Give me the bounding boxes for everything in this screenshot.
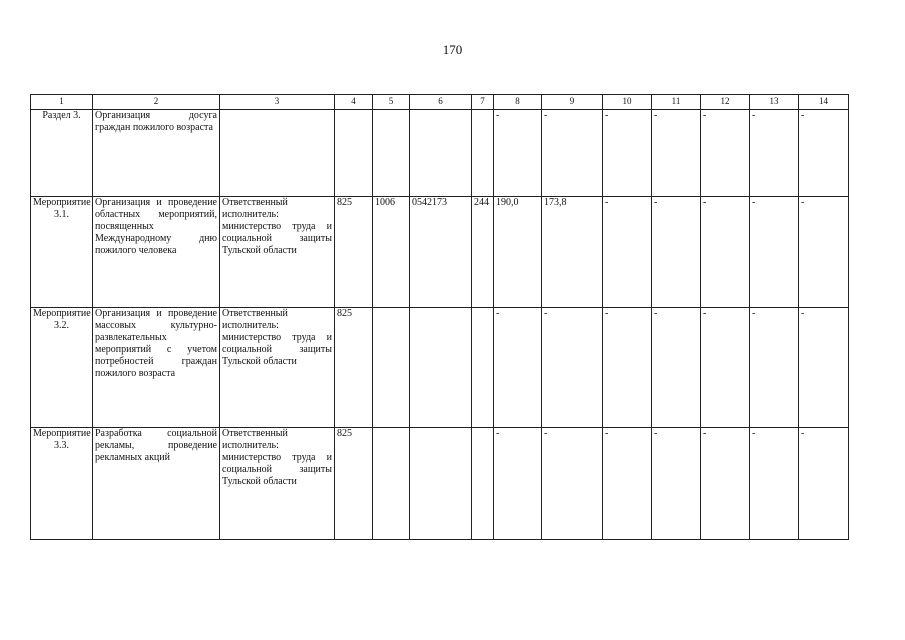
- ministry-code-cell: 825: [335, 428, 373, 540]
- value-cell: -: [701, 197, 750, 308]
- value-cell: -: [701, 110, 750, 197]
- value-cell: -: [603, 428, 652, 540]
- value-cell: -: [494, 308, 542, 428]
- value-cell: -: [701, 428, 750, 540]
- ministry-code-cell: [335, 110, 373, 197]
- executor-cell: Ответственный исполнитель: министерство труда и социальной защиты Тульской области: [220, 197, 335, 308]
- header-cell: 11: [652, 95, 701, 110]
- value-cell: -: [652, 197, 701, 308]
- activity-name: Организация и проведение областных мероприятий, посвященных Международному дню пожилого человека: [93, 197, 220, 308]
- expense-code-cell: [472, 110, 494, 197]
- value-cell: 190,0: [494, 197, 542, 308]
- row-label: Раздел 3.: [31, 110, 93, 197]
- target-code-cell: [410, 428, 472, 540]
- header-cell: 3: [220, 95, 335, 110]
- ministry-code-cell: 825: [335, 197, 373, 308]
- expense-code-cell: 244: [472, 197, 494, 308]
- header-cell: 6: [410, 95, 472, 110]
- value-cell: -: [701, 308, 750, 428]
- value-cell: -: [603, 110, 652, 197]
- row-label: Мероприятие 3.3.: [31, 428, 93, 540]
- table-row: [31, 197, 849, 308]
- value-cell: 173,8: [542, 197, 603, 308]
- target-code-cell: [410, 110, 472, 197]
- section-code-cell: [373, 110, 410, 197]
- header-cell: 10: [603, 95, 652, 110]
- value-cell: -: [652, 428, 701, 540]
- section-code-cell: 1006: [373, 197, 410, 308]
- header-cell: 2: [93, 95, 220, 110]
- section-code-cell: [373, 428, 410, 540]
- value-cell: -: [652, 110, 701, 197]
- executor-cell: Ответственный исполнитель: министерство труда и социальной защиты Тульской области: [220, 428, 335, 540]
- value-cell: -: [750, 197, 799, 308]
- header-cell: 8: [494, 95, 542, 110]
- value-cell: -: [750, 428, 799, 540]
- program-table: [30, 94, 849, 540]
- value-cell: -: [799, 428, 849, 540]
- value-cell: -: [542, 308, 603, 428]
- header-cell: 1: [31, 95, 93, 110]
- value-cell: -: [494, 428, 542, 540]
- value-cell: -: [750, 308, 799, 428]
- header-cell: 4: [335, 95, 373, 110]
- value-cell: -: [542, 110, 603, 197]
- activity-name: Организация и проведение массовых культурно-развлекательных мероприятий с учетом потребностей граждан пожилого возраста: [93, 308, 220, 428]
- header-cell: 13: [750, 95, 799, 110]
- header-cell: 12: [701, 95, 750, 110]
- header-cell: 14: [799, 95, 849, 110]
- executor-cell: Ответственный исполнитель: министерство труда и социальной защиты Тульской области: [220, 308, 335, 428]
- header-cell: 5: [373, 95, 410, 110]
- header-cell: 9: [542, 95, 603, 110]
- value-cell: -: [799, 110, 849, 197]
- table-row: [31, 428, 849, 540]
- value-cell: -: [542, 428, 603, 540]
- activity-name: Организация досуга граждан пожилого возраста: [93, 110, 220, 197]
- target-code-cell: 0542173: [410, 197, 472, 308]
- row-label: Мероприятие 3.1.: [31, 197, 93, 308]
- executor-cell: [220, 110, 335, 197]
- expense-code-cell: [472, 308, 494, 428]
- header-row: [31, 95, 849, 110]
- value-cell: -: [494, 110, 542, 197]
- table-row: [31, 110, 849, 197]
- expense-code-cell: [472, 428, 494, 540]
- activity-name: Разработка социальной рекламы, проведение рекламных акций: [93, 428, 220, 540]
- value-cell: -: [603, 308, 652, 428]
- page-number: 170: [442, 42, 463, 57]
- value-cell: -: [799, 308, 849, 428]
- target-code-cell: [410, 308, 472, 428]
- value-cell: -: [799, 197, 849, 308]
- value-cell: -: [652, 308, 701, 428]
- row-label: Мероприятие 3.2.: [31, 308, 93, 428]
- header-cell: 7: [472, 95, 494, 110]
- value-cell: -: [750, 110, 799, 197]
- table-row: [31, 308, 849, 428]
- value-cell: -: [603, 197, 652, 308]
- section-code-cell: [373, 308, 410, 428]
- ministry-code-cell: 825: [335, 308, 373, 428]
